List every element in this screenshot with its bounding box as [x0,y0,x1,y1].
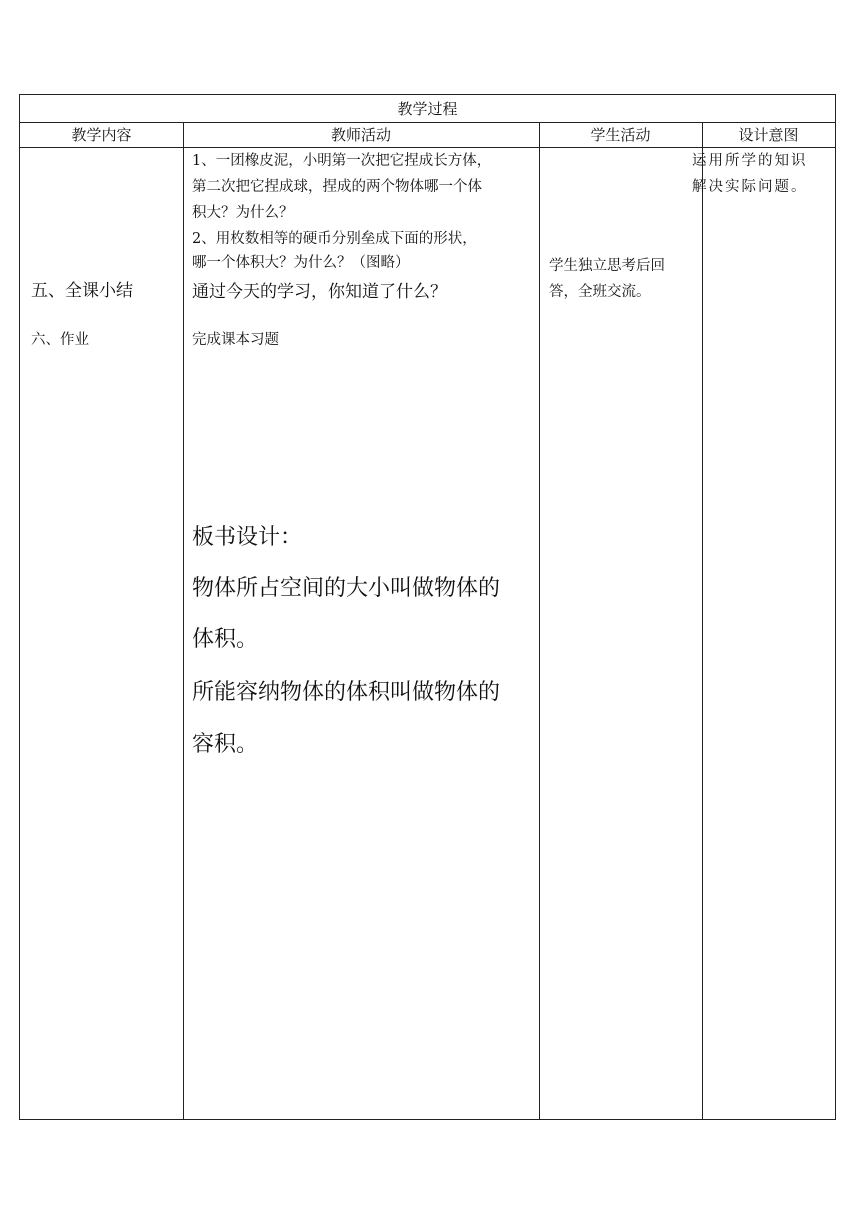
header-teacher: 教师活动 [330,126,391,144]
board-line-1: 物体所占空间的大小叫做物体的 [192,576,501,601]
question1-line1: 1、一团橡皮泥，小明第一次把它捏成长方体， [192,153,492,169]
student-activity-line2: 答，全班交流。 [549,284,651,300]
question2-line1: 2、用枚数相等的硬币分别垒成下面的形状， [192,231,477,247]
section-summary-heading: 五、全课小结 [31,281,133,301]
header-content: 教学内容 [71,126,132,144]
column-divider [539,123,540,1119]
header-intent: 设计意图 [738,126,799,144]
header-student: 学生活动 [590,126,651,144]
question1-line3: 积大？为什么？ [192,205,294,221]
question1-line2: 第二次把它捏成球，捏成的两个物体哪一个体 [192,179,482,195]
board-design-title: 板书设计： [192,525,303,550]
column-divider [702,123,703,1119]
table-header-row [20,123,835,148]
board-line-3: 所能容纳物体的体积叫做物体的 [192,680,501,705]
student-activity-line1: 学生独立思考后回 [549,258,665,274]
question2-line2: 哪一个体积大？为什么？（图略） [192,255,410,271]
table-title: 教学过程 [20,95,835,123]
board-line-2: 体积。 [192,627,259,652]
section-homework-heading: 六、作业 [31,332,89,348]
board-line-4: 容积。 [192,732,259,757]
design-intent-text: 运用所学的知识解决实际问题。 [692,153,808,195]
summary-question: 通过今天的学习，你知道了什么？ [192,282,447,302]
homework-text: 完成课本习题 [192,332,279,348]
column-divider [183,123,184,1119]
